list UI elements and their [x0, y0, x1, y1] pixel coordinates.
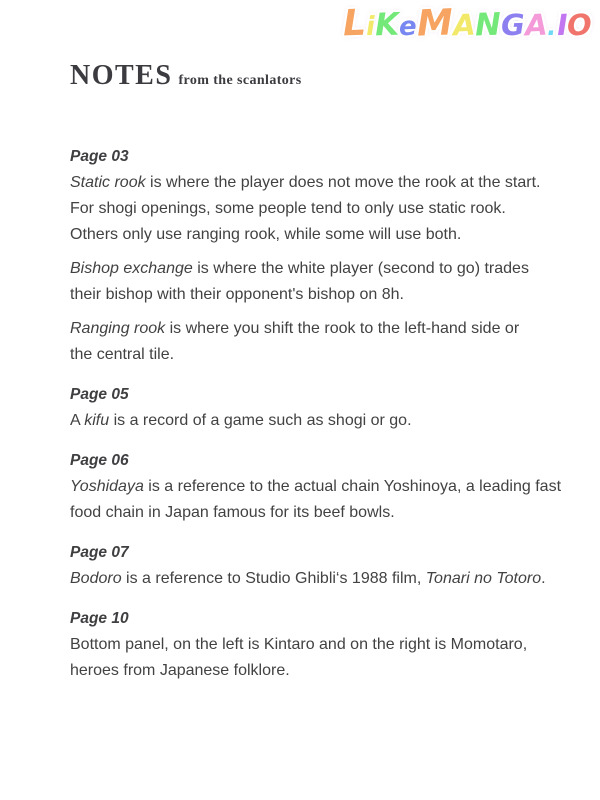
logo-letter: L [342, 2, 368, 45]
logo-letter: N [474, 6, 502, 44]
note-line [70, 474, 570, 500]
italic-term: Ranging rook [70, 320, 166, 337]
text-run: is where the player does not move the rook at the start. [145, 174, 541, 191]
notes-title: NOTES [70, 60, 173, 91]
likemanga-watermark [343, 4, 592, 50]
logo-letter: e [398, 11, 418, 43]
logo-letter: A [524, 7, 549, 43]
note-line [70, 170, 570, 196]
text-run: food chain in Japan famous for its beef bowls. [70, 504, 395, 521]
logo-letter: A [452, 7, 476, 43]
text-run: Others only use ranging rook, while some will use both. [70, 226, 462, 243]
text-run: is where you shift the rook to the left-hand side or [165, 320, 520, 337]
text-run: For shogi openings, some people tend to only use static rook. [70, 200, 506, 217]
italic-term: Tonari no Totoro [425, 570, 542, 587]
italic-term: Static rook [70, 174, 146, 191]
logo-letter: O [566, 7, 593, 43]
note-paragraph [70, 256, 570, 308]
logo-letter: M [416, 2, 454, 45]
note-section [70, 540, 570, 592]
note-paragraph [70, 408, 570, 434]
note-line [70, 500, 570, 526]
note-line [70, 196, 570, 222]
note-paragraph [70, 632, 570, 684]
note-paragraph [70, 170, 570, 248]
text-run: the central tile. [70, 346, 175, 363]
italic-term: kifu [84, 412, 110, 429]
text-run: their bishop with their opponent's bishop on 8h. [70, 286, 404, 303]
note-line [70, 632, 570, 658]
note-line [70, 256, 570, 282]
note-line [70, 222, 570, 248]
note-paragraph [70, 566, 570, 592]
notes-subtitle: from the scanlators [178, 73, 302, 88]
text-run: is a reference to the actual chain Yoshinoya, a leading fast [143, 478, 562, 495]
note-paragraph [70, 474, 570, 526]
notes-heading [70, 60, 302, 92]
text-run: heroes from Japanese folklore. [70, 662, 290, 679]
note-line [70, 316, 570, 342]
text-run: Bottom panel, on the left is Kintaro and on the right is Momotaro, [70, 636, 528, 653]
note-line [70, 658, 570, 684]
text-run: is where the white player (second to go) trades [192, 260, 529, 277]
italic-term: Yoshidaya [70, 478, 144, 495]
text-run: is a reference to Studio Ghibli‘s 1988 film, [121, 570, 426, 587]
page-heading: Page 06 [70, 452, 129, 469]
logo-letter: . [546, 12, 558, 42]
note-section [70, 448, 570, 526]
logo-letter: K [374, 6, 400, 44]
note-paragraph [70, 316, 570, 368]
text-run: . [541, 570, 546, 587]
note-section [70, 144, 570, 368]
note-line [70, 282, 570, 308]
page-heading: Page 07 [70, 544, 129, 561]
note-line [70, 408, 570, 434]
logo-letter: i [365, 11, 376, 43]
note-line [70, 342, 570, 368]
page-heading: Page 03 [70, 148, 129, 165]
note-line [70, 566, 570, 592]
page-heading: Page 05 [70, 386, 129, 403]
logo-letter: G [500, 7, 526, 43]
text-run: A [70, 412, 85, 429]
italic-term: Bodoro [70, 570, 122, 587]
note-section [70, 606, 570, 684]
italic-term: Bishop exchange [70, 260, 193, 277]
notes-body [70, 144, 570, 684]
note-section [70, 382, 570, 434]
text-run: is a record of a game such as shogi or go. [109, 412, 412, 429]
page-heading: Page 10 [70, 610, 129, 627]
logo-letter: I [555, 7, 568, 43]
